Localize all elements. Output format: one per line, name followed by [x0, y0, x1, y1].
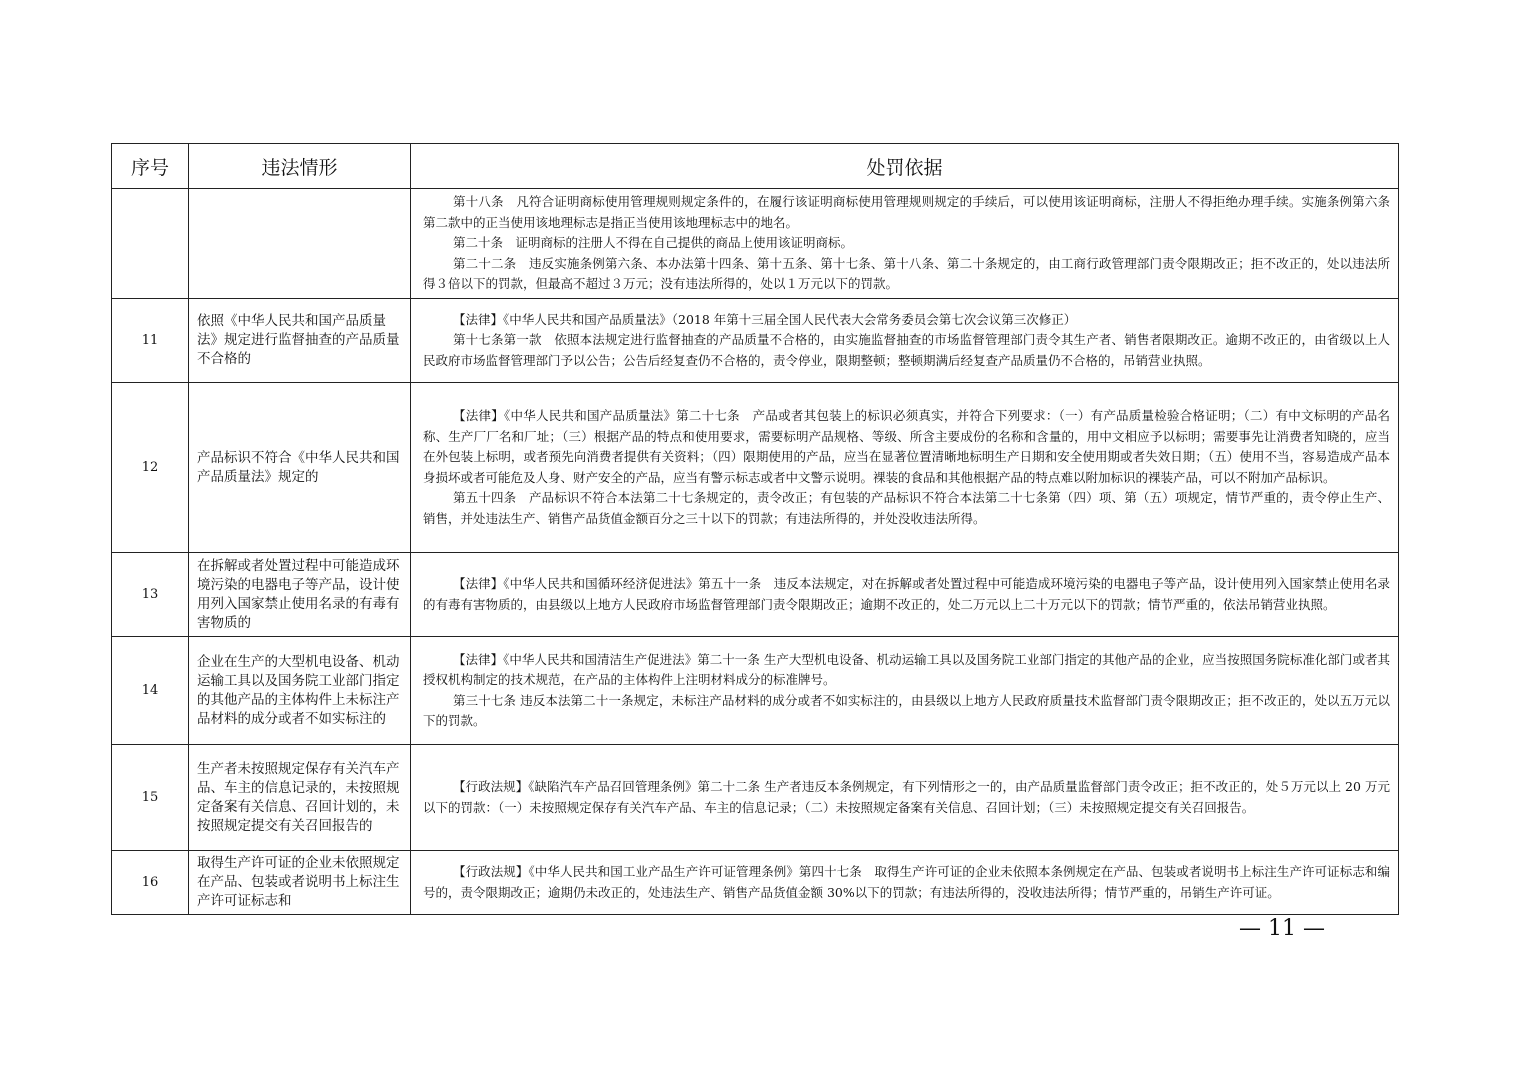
serial-number-cell: 13	[112, 553, 189, 637]
basis-paragraph: 【行政法规】《中华人民共和国工业产品生产许可证管理条例》第四十七条 取得生产许可证的企业未依照本条例规定在产品、包装或者说明书上标注生产许可证标志和编号的，责令限期改正；逾期仍未改正的，处违法生产、销售产品货值金额 30%以下的罚款；有违法所得的，没收违法所得；情节严重的，吊销生产许可证。	[423, 864, 1390, 900]
header-violation-case: 违法情形	[189, 144, 411, 189]
serial-number-cell: 11	[112, 299, 189, 383]
basis-paragraph: 第十七条第一款 依照本法规定进行监督抽查的产品质量不合格的，由实施监督抽查的市场监督管理部门责令其生产者、销售者限期改正。逾期不改正的，由省级以上人民政府市场监督管理部门予以公告；公告后经复查仍不合格的，责令停业，限期整顿；整顿期满后经复查产品质量仍不合格的，吊销营业执照。	[423, 332, 1390, 368]
serial-number-cell: 14	[112, 637, 189, 745]
table-row	[112, 553, 1399, 637]
basis-paragraph: 第二十条 证明商标的注册人不得在自己提供的商品上使用该证明商标。	[453, 235, 854, 251]
page-number: — 11 —	[1239, 916, 1325, 941]
table-header-row	[112, 144, 1399, 189]
basis-paragraph: 第二十二条 违反实施条例第六条、本办法第十四条、第十五条、第十七条、第十八条、第二十条规定的，由工商行政管理部门责令限期改正；拒不改正的，处以违法所得３倍以下的罚款，但最高不超过３万元；没有违法所得的，处以１万元以下的罚款。	[423, 255, 1390, 292]
violation-case-text: 企业在生产的大型机电设备、机动运输工具以及国务院工业部门指定的其他产品的主体构件上未标注产品材料的成分或者不如实标注的	[197, 653, 400, 727]
regulation-table	[111, 143, 1399, 915]
table-row	[112, 851, 1399, 915]
basis-paragraph: 第五十四条 产品标识不符合本法第二十七条规定的，责令改正；有包装的产品标识不符合本法第二十七条第（四）项、第（五）项规定，情节严重的，责令停止生产、销售，并处违法生产、销售产品货值金额百分之三十以下的罚款；有违法所得的，并处没收违法所得。	[423, 490, 1390, 526]
basis-paragraph: 【法律】《中华人民共和国产品质量法》第二十七条 产品或者其包装上的标识必须真实，并符合下列要求：（一）有产品质量检验合格证明；（二）有中文标明的产品名称、生产厂厂名和厂址；（三）根据产品的特点和使用要求，需要标明产品规格、等级、所含主要成份的名称和含量的，用中文相应予以标明；需要事先让消费者知晓的，应当在外包装上标明，或者预先向消费者提供有关资料；（四）限期使用的产品，应当在显著位置清晰地标明生产日期和安全使用期或者失效日期；（五）使用不当，容易造成产品本身损坏或者可能危及人身、财产安全的产品，应当有警示标志或者中文警示说明。裸装的食品和其他根据产品的特点难以附加标识的裸装产品，可以不附加产品标识。	[423, 408, 1390, 485]
basis-paragraph: 【行政法规】《缺陷汽车产品召回管理条例》第二十二条 生产者违反本条例规定，有下列情形之一的，由产品质量监督部门责令改正；拒不改正的，处５万元以上 20 万元以下的罚款：（一）未按照规定保存有关汽车产品、车主的信息记录；（二）未按照规定备案有关信息、召回计划；（三）未按照规定提交有关召回报告。	[423, 779, 1390, 815]
penalty-basis-cell	[411, 383, 1399, 553]
penalty-basis-cell	[411, 189, 1399, 299]
basis-paragraph: 【法律】《中华人民共和国循环经济促进法》第五十一条 违反本法规定，对在拆解或者处置过程中可能造成环境污染的电器电子等产品，设计使用列入国家禁止使用名录的有毒有害物质的，由县级以上地方人民政府市场监督管理部门责令限期改正；逾期不改正的，处二万元以上二十万元以下的罚款；情节严重的，依法吊销营业执照。	[423, 576, 1390, 612]
violation-case-text: 生产者未按照规定保存有关汽车产品、车主的信息记录的，未按照规定备案有关信息、召回计划的，未按照规定提交有关召回报告的	[197, 760, 400, 834]
header-penalty-basis: 处罚依据	[411, 144, 1399, 189]
penalty-basis-cell	[411, 851, 1399, 915]
violation-case-cell	[189, 637, 411, 745]
serial-number-cell: 15	[112, 745, 189, 851]
violation-case-text: 在拆解或者处置过程中可能造成环境污染的电器电子等产品，设计使用列入国家禁止使用名录的有毒有害物质的	[197, 557, 400, 631]
violation-case-cell	[189, 299, 411, 383]
violation-case-text: 产品标识不符合《中华人民共和国产品质量法》规定的	[197, 449, 400, 485]
serial-number-cell	[112, 189, 189, 299]
penalty-basis-cell	[411, 745, 1399, 851]
violation-case-text: 依照《中华人民共和国产品质量法》规定进行监督抽查的产品质量不合格的	[197, 313, 400, 367]
violation-case-text: 取得生产许可证的企业未依照规定在产品、包装或者说明书上标注生产许可证标志和	[197, 855, 400, 909]
basis-paragraph: 第十八条 凡符合证明商标使用管理规则规定条件的，在履行该证明商标使用管理规则规定的手续后，可以使用该证明商标，注册人不得拒绝办理手续。实施条例第六条第二款中的正当使用该地理标志是指正当使用该地理标志中的地名。	[423, 194, 1390, 230]
violation-case-cell	[189, 553, 411, 637]
penalty-basis-cell	[411, 637, 1399, 745]
violation-case-cell	[189, 851, 411, 915]
table-row	[112, 299, 1399, 383]
basis-paragraph: 【法律】《中华人民共和国产品质量法》（2018 年第十三届全国人民代表大会常务委员会第七次会议第三次修正）	[453, 311, 1077, 327]
penalty-basis-cell	[411, 299, 1399, 383]
basis-paragraph: 第三十七条 违反本法第二十一条规定，未标注产品材料的成分或者不如实标注的，由县级以上地方人民政府质量技术监督部门责令限期改正；拒不改正的，处以五万元以下的罚款。	[423, 692, 1390, 728]
serial-number-cell: 16	[112, 851, 189, 915]
violation-case-cell	[189, 189, 411, 299]
violation-case-cell	[189, 745, 411, 851]
table-row	[112, 383, 1399, 553]
table-row	[112, 637, 1399, 745]
table-row	[112, 189, 1399, 299]
penalty-basis-cell	[411, 553, 1399, 637]
basis-paragraph: 【法律】《中华人民共和国清洁生产促进法》第二十一条 生产大型机电设备、机动运输工具以及国务院工业部门指定的其他产品的企业，应当按照国务院标准化部门或者其授权机构制定的技术规范，在产品的主体构件上注明材料成分的标准牌号。	[423, 651, 1390, 687]
violation-case-cell	[189, 383, 411, 553]
header-serial-number: 序号	[112, 144, 189, 189]
table-row	[112, 745, 1399, 851]
serial-number-cell: 12	[112, 383, 189, 553]
